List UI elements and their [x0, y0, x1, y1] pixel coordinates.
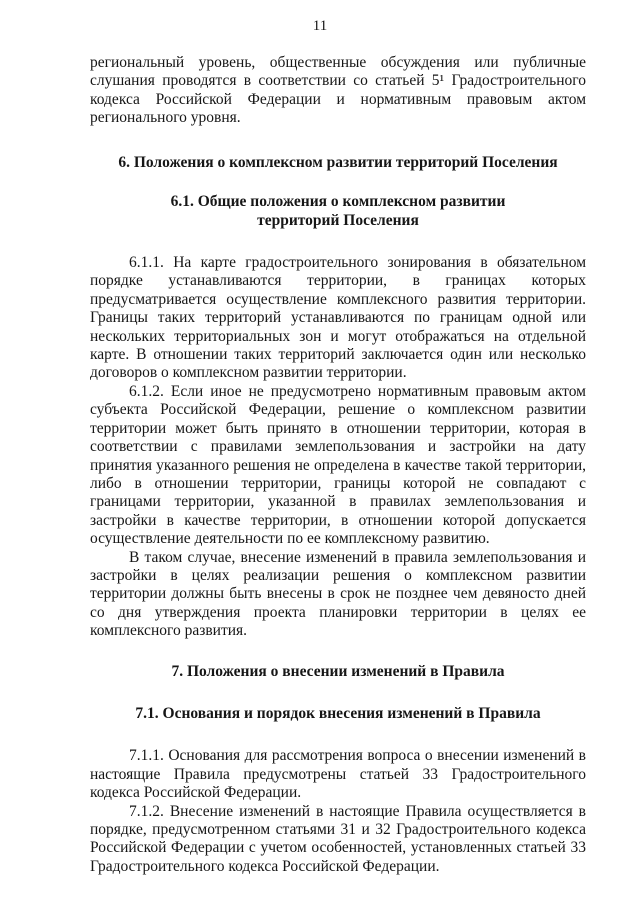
paragraph-7-1-2: 7.1.2. Внесение изменений в настоящие Правила осуществляется в порядке, предусмотренном статьями 31 и 32 Градостроительного кодекса Российской Федерации с учетом особенностей, установленных статьей 33 Градостроительного кодекса Российской Федерации. — [90, 802, 586, 875]
section-7-1-heading: 7.1. Основания и порядок внесения изменений в Правила — [135, 704, 541, 722]
section-6-1-heading-line1: 6.1. Общие положения о комплексном развитии — [170, 193, 506, 211]
paragraph-6-1-2-continued: В таком случае, внесение изменений в правила землепользования и застройки в целях реализации решения о комплексном развитии территории должны быть внесены в срок не позднее чем девяносто дней со дня утверждения проекта планировки территории в целях ее комплексного развития. — [90, 548, 586, 640]
document-body — [90, 54, 586, 876]
section-6-heading: 6. Положения о комплексном развитии территорий Поселения — [118, 153, 558, 171]
section-6-1-heading — [90, 192, 586, 230]
section-6-1-heading-line2: территорий Поселения — [257, 212, 419, 230]
paragraph-6-1-2: 6.1.2. Если иное не предусмотрено нормативным правовым актом субъекта Российской Федерации, решение о комплексном развитии территории может быть принято в отношении территории, которая в соответствии с правилами землепользования и застройки на дату принятия указанного решения не определена в качестве такой территории, либо в отношении территории, границы которой не совпадают с границами территории, указанной в правилах землепользования и застройки в качестве территории, в отношении которой допускается осуществление деятельности по ее комплексному развитию. — [90, 382, 586, 548]
paragraph-6-1-1: 6.1.1. На карте градостроительного зонирования в обязательном порядке устанавливаются территории, в границах которых предусматривается осуществление комплексного развития территории. Границы таких территорий устанавливаются по границам одной или нескольких территориальных зон и могут отображаться на отдельной карте. В отношении таких территорий заключается один или несколько договоров о комплексном развитии территории. — [90, 254, 586, 382]
intro-paragraph: региональный уровень, общественные обсуждения или публичные слушания проводятся в соответствии со статьей 5¹ Градостроительного кодекса Российской Федерации и нормативным правовым актом регионального уровня. — [90, 54, 586, 127]
section-7-heading: 7. Положения о внесении изменений в Правила — [171, 662, 505, 680]
paragraph-7-1-1: 7.1.1. Основания для рассмотрения вопроса о внесении изменений в настоящие Правила предусмотрены статьей 33 Градостроительного кодекса Российской Федерации. — [90, 747, 586, 802]
page-number: 11 — [312, 18, 328, 34]
